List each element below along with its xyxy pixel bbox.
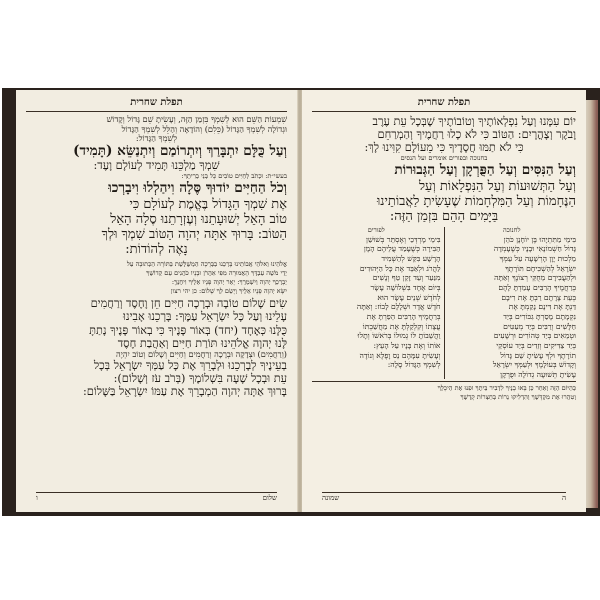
text-line: וּלְהַעֲבִירָם מֵחֻקֵּי רְצוֹנֶךָ וְאַתָּה [494, 273, 576, 283]
text-line: עֵת וּבְכָל שָׁעָה בִּשְׁלוֹמֶךָ (בְּרֹב עֹז וְשָׁלוֹם): [113, 372, 287, 386]
divider [312, 381, 576, 382]
left-block-1 [26, 144, 287, 173]
text-line: וָבֹקֶר וְצָהֳרָיִם: הַטּוֹב כִּי לֹא כָלוּ רַחֲמֶיךָ וְהַמְרַחֵם [377, 128, 576, 142]
text-line: לְשִׁמְךָ הַגָּדוֹל: [135, 134, 178, 144]
text-line: לְשִׁמְךָ הַגָּדוֹל סֶלָה: [387, 360, 441, 370]
text-line: וְקָדוֹשׁ בְּעוֹלָמֶךָ וּלְעַמְּךָ יִשְׂרָאֵל [492, 360, 576, 370]
text-line: בִּימֵי מַתִּתְיָהוּ בֶּן יוֹחָנָן כֹּהֵן [503, 234, 576, 244]
left-top-text [26, 115, 287, 144]
text-line: בִּימֵי מָרְדְּכַי וְאֶסְתֵּר בְּשׁוּשַׁן [366, 234, 441, 244]
text-line: עֲצָתוֹ וְקִלְקַלְתָּ אֶת מַחֲשַׁבְתּוֹ [362, 321, 441, 331]
column-heading: לפורים [367, 226, 385, 235]
text-line: וְעַל הַתְּשׁוּעוֹת וְעַל הַנִּפְלָאוֹת וְעַל [418, 178, 576, 194]
right-page-header: תפלת שחרית [312, 96, 576, 112]
text-line: בְּיַד צַדִּיקִים וְזֵדִים בְּיַד עוֹסְקֵי [496, 340, 576, 350]
small-note: בחנוכה ובפורים אומרים ועל הנסים [400, 154, 488, 163]
text-line: מַלְכוּת יָוָן הָרְשָׁעָה עַל עַמְּךָ [499, 254, 576, 264]
footer-catchword: שמונה [322, 494, 340, 502]
text-line: יְדֵי מֹשֶׁה עַבְדֶּךָ הָאֲמוּרָה מִפִּי אַהֲרֹן וּבָנָיו כֹּהֲנִים עַם קְדוֹשֶׁךָ [146, 269, 287, 278]
text-line: בְּרַחֲמֶיךָ הָרַבִּים עָמַדְתָּ לָהֶם [498, 283, 576, 293]
text-line: בָּרוּךְ אַתָּה יְהוָה הַמְבָרֵךְ אֶת עַמּוֹ יִשְׂרָאֵל בַּשָּׁלוֹם: [82, 385, 287, 399]
text-line: שִׁמְךָ מַלְכֵּנוּ תָּמִיד לְעוֹלָם וָעֶד: [93, 159, 220, 173]
small-note: בעשי״ת: וּכְתֹב לְחַיִּים טוֹבִים כָּל בְּנֵי בְרִיתֶךָ: [181, 172, 287, 181]
column-heading: לחנוכה [502, 226, 521, 235]
text-line: הַטּוֹב: בָּרוּךְ אַתָּה יְהוָה הַטּוֹב שִׁמְךָ וּלְךָ [101, 227, 287, 243]
page-edges [586, 100, 598, 508]
purim-column [312, 227, 444, 379]
text-line: וַהֲשֵׁבוֹתָ לּוֹ גְמוּלוֹ בְּרֹאשׁוֹ וְתָלוּ [357, 331, 441, 341]
text-line: חֹדֶשׁ אֲדָר וּשְׁלָלָם לָבוֹז: וְאַתָּה [356, 302, 441, 312]
right-page [302, 90, 586, 512]
text-line: בְּעֵת צָרָתָם רַבְתָּ אֶת רִיבָם [501, 292, 576, 302]
text-line: (וְרַחֲמִים) וּצְדָקָה וּבְרָכָה וְרַחֲמִים וְחַיִּים וְשָׁלוֹם וְטוֹב יִהְיֶה [116, 349, 287, 359]
fine-print [26, 260, 287, 295]
text-line: לַהֲרֹג וּלְאַבֵּד אֶת כָּל הַיְּהוּדִים [359, 263, 441, 273]
text-line: בַּיָּמִים הָהֵם בִּזְמַן הַזֶּה: [389, 208, 499, 224]
text-line: דַּנְתָּ אֶת דִּינָם נָקַמְתָּ אֶת [508, 302, 576, 312]
text-line: הָרָשָׁע בִּקֵּשׁ לְהַשְׁמִיד [381, 254, 441, 264]
text-line: אֱלֹהֵינוּ וֵאלֹהֵי אֲבוֹתֵינוּ בָּרְכֵנוּ בַבְּרָכָה הַמְשֻׁלֶּשֶׁת בַּתּוֹרָה הַכְּתוּבָה עַל [126, 260, 287, 269]
text-line: גָּדוֹל חַשְׁמוֹנָאִי וּבָנָיו כְּשֶׁעָמְדָה [493, 244, 576, 254]
left-block-2 [26, 181, 287, 257]
text-line: עָלֵינוּ וְעַל כָּל יִשְׂרָאֵל עַמֶּךָ: בָּרְכֵנוּ אָבִינוּ [123, 310, 287, 324]
text-line: נָאֶה לְהוֹדוֹת: [125, 242, 188, 258]
text-line: וְכֹל הַחַיִּים יוֹדוּךָ סֶּלָה וִיהַלְלוּ וִיבָרְכוּ [108, 181, 287, 197]
text-line: תוֹרָתֶךָ וּלְךָ עָשִׂיתָ שֵׁם גָּדוֹל [500, 350, 576, 360]
page-number: ה [561, 494, 566, 502]
page-number: ו [36, 494, 38, 502]
text-line: אוֹתוֹ וְאֶת בָּנָיו עַל הָעֵץ: [373, 340, 441, 350]
text-line: בְּיוֹם אֶחָד בִּשְׁלוֹשָׁה עָשָׂר [370, 283, 441, 293]
text-line: בְעֵינֶיךָ לְבָרְכֵנוּ וּלְבָרֵךְ אֶת כָּל עַמְּךָ יִשְׂרָאֵל בְּכָל [93, 359, 287, 373]
right-block-1 [312, 163, 576, 224]
text-line: וּטְמֵאִים בְּיַד טְהוֹרִים וּרְשָׁעִים [493, 331, 576, 341]
footer-catchword: שלום [262, 494, 277, 502]
text-line: כִּי לֹא תַמּוּ חֲסָדֶיךָ כִּי מֵעוֹלָם קִוִּינוּ לָךְ: [364, 141, 524, 155]
text-line: טוֹב הָאֵל יְשׁוּעָתֵנוּ וְעֶזְרָתֵנוּ סֶלָה הָאֵל [110, 212, 287, 228]
text-line: אֶת שִׁמְךָ הַגָּדוֹל בֶּאֱמֶת לְעוֹלָם כִּי [129, 196, 287, 212]
left-page-header: תפלת שחרית [26, 96, 287, 112]
text-line: וְעָשִׂיתָ עִמָּהֶם נֵס וָפֶלֶא וְנוֹדֶה [359, 350, 441, 360]
text-line: חַלָּשִׁים וְרַבִּים בְּיַד מְעַטִּים [503, 321, 576, 331]
text-line: יְבָרֶכְךָ יְהוָה וְיִשְׁמְרֶךָ: יָאֵר יְהוָה פָּנָיו אֵלֶיךָ וִיחֻנֶּךָּ: [171, 277, 287, 286]
text-line: וְטִהֲרוּ אֶת מִקְדָּשֶׁךָ וְהִדְלִיקוּ נֵרוֹת בְּחַצְרוֹת קָדְשֶׁךָ [460, 393, 576, 402]
text-line: יוֹם עִמָּנוּ וְעַל נִפְלְאוֹתֶיךָ וְטוֹבוֹתֶיךָ שֶׁבְּכָל עֵת עֶרֶב [372, 115, 576, 128]
text-line: הַנֶּחָמוֹת וְעַל הַמִּלְחָמוֹת שֶׁעָשִׂיתָ לַאֲבוֹתֵינוּ [376, 193, 576, 209]
text-line: שִׂים שָׁלוֹם טוֹבָה וּבְרָכָה חַיִּים חֵן וָחֶסֶד וְרַחֲמִים [90, 297, 287, 311]
right-bottom-text [312, 384, 576, 402]
two-column-section [312, 227, 576, 379]
text-line: מִנַּעַר וְעַד זָקֵן טַף וְנָשִׁים [372, 273, 441, 283]
text-line: עָשִׂיתָ תְּשׁוּעָה גְדוֹלָה וּפֻרְקָן [500, 369, 576, 379]
left-block-3 [26, 297, 287, 398]
hanukkah-column [444, 227, 577, 379]
right-top-text [312, 115, 576, 154]
text-line: וּגְדוֹלָה לְשִׁמְךָ הַגָּדוֹל (כֵּלִם) וְהוֹדָאָה וְהַלֵּל לְשִׁמְךָ הַגָּדוֹל [121, 124, 287, 134]
text-line: וְעַל הַנִּסִּים וְעַל הַפֻּרְקָן וְעַל הַגְּבוּרוֹת [394, 163, 576, 179]
text-line: וְעַל כֻּלָּם יִתְבָּרַךְ וְיִתְרוֹמַם וְיִתְנַשֵּׂא (תָּמִיד) [73, 143, 287, 159]
text-line: לְחֹדֶשׁ שְׁנֵים עָשָׂר הוּא [377, 292, 441, 302]
text-line: בְּרַחֲמֶיךָ הָרַבִּים הֵפַרְתָּ אֶת [366, 311, 441, 321]
text-line: הַבִּירָה כְּשֶׁעָמַד עֲלֵיהֶם הָמָן [363, 244, 441, 254]
text-line: נִקְמָתָם מָסַרְתָּ גִבּוֹרִים בְּיַד [503, 311, 576, 321]
text-line: יִשְׂרָאֵל לְהַשְׁכִּיחָם תּוֹרָתֶךָ [505, 263, 576, 273]
right-page-footer [322, 492, 566, 502]
text-line: כֻּלָּנוּ כְּאֶחָד (יחד) בְּאוֹר פָּנֶיךָ כִּי בְאוֹר פָּנֶיךָ נָתַתָּ [89, 323, 287, 337]
text-line: כְּהַיּוֹם הַזֶּה וְאַחַר כֵּן בָּאוּ בָנֶיךָ לִדְבִיר בֵּיתֶךָ וּפִנּוּ אֶת הֵיכָלֶךָ [437, 384, 576, 393]
text-line: שִׁמְעוֹת הַשֵּׁם הוּא לְשִׁמְךָ בִּזְמַן הַזֶּה, וְעָשִׂיתָ שֵׁם גָּדוֹל וְקָדוֹשׁ [106, 115, 287, 124]
text-line: יִשָּׂא יְהוָה פָּנָיו אֵלֶיךָ וְיָשֵׂם לְךָ שָׁלוֹם: כן יהי רצון [170, 286, 287, 295]
text-line: לָּנוּ יְהוָה אֱלֹהֵינוּ תּוֹרַת חַיִּים וְאַהֲבַת חֶסֶד [117, 336, 287, 350]
left-page [16, 90, 298, 512]
left-page-footer [36, 492, 277, 502]
